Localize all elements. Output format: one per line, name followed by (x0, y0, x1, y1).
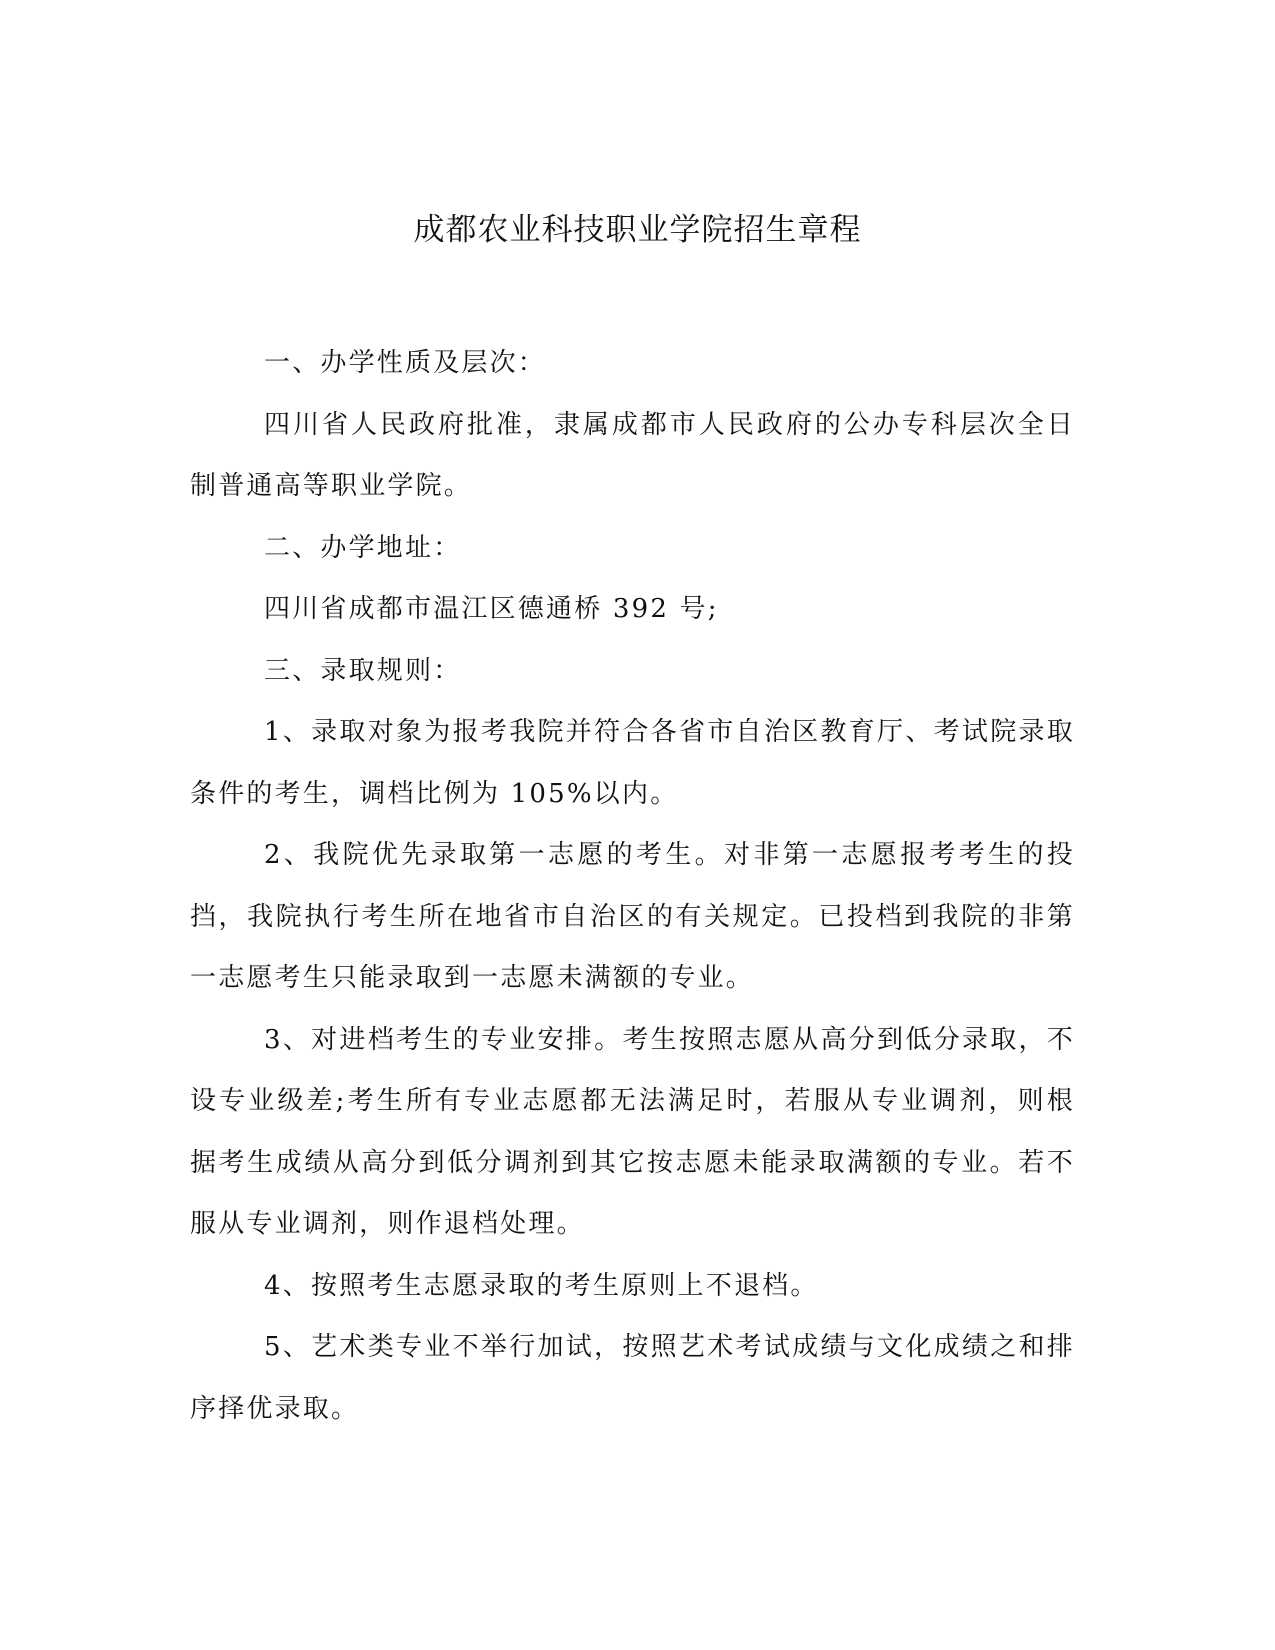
rule-item: 3、对进档考生的专业安排。考生按照志愿从高分到低分录取，不设专业级差;考生所有专业志愿都无法满足时，若服从专业调剂，则根据考生成绩从高分到低分调剂到其它按志愿未能录取满额的专业。若不服从专业调剂，则作退档处理。 (190, 1024, 1075, 1239)
paragraph-nature: 四川省人民政府批准，隶属成都市人民政府的公办专科层次全日制普通高等职业学院。 (190, 409, 1075, 501)
section-heading-nature: 一、办学性质及层次： (264, 348, 547, 378)
paragraph-address: 四川省成都市温江区德通桥 392 号; (264, 594, 719, 624)
rule-item: 5、艺术类专业不举行加试，按照艺术考试成绩与文化成绩之和排序择优录取。 (190, 1332, 1075, 1424)
section-heading-admission-rules: 三、录取规则： (264, 655, 462, 686)
rule-item: 1、录取对象为报考我院并符合各省市自治区教育厅、考试院录取条件的考生，调档比例为 105%以内。 (190, 717, 1075, 809)
document-title: 成都农业科技职业学院招生章程 (413, 212, 862, 248)
document-body (190, 333, 1075, 1440)
rule-item: 2、我院优先录取第一志愿的考生。对非第一志愿报考考生的投挡，我院执行考生所在地省市自治区的有关规定。已投档到我院的非第一志愿考生只能录取到一志愿未满额的专业。 (190, 840, 1075, 993)
rule-item: 4、按照考生志愿录取的考生原则上不退档。 (264, 1270, 819, 1301)
section-heading-address: 二、办学地址： (264, 532, 462, 563)
